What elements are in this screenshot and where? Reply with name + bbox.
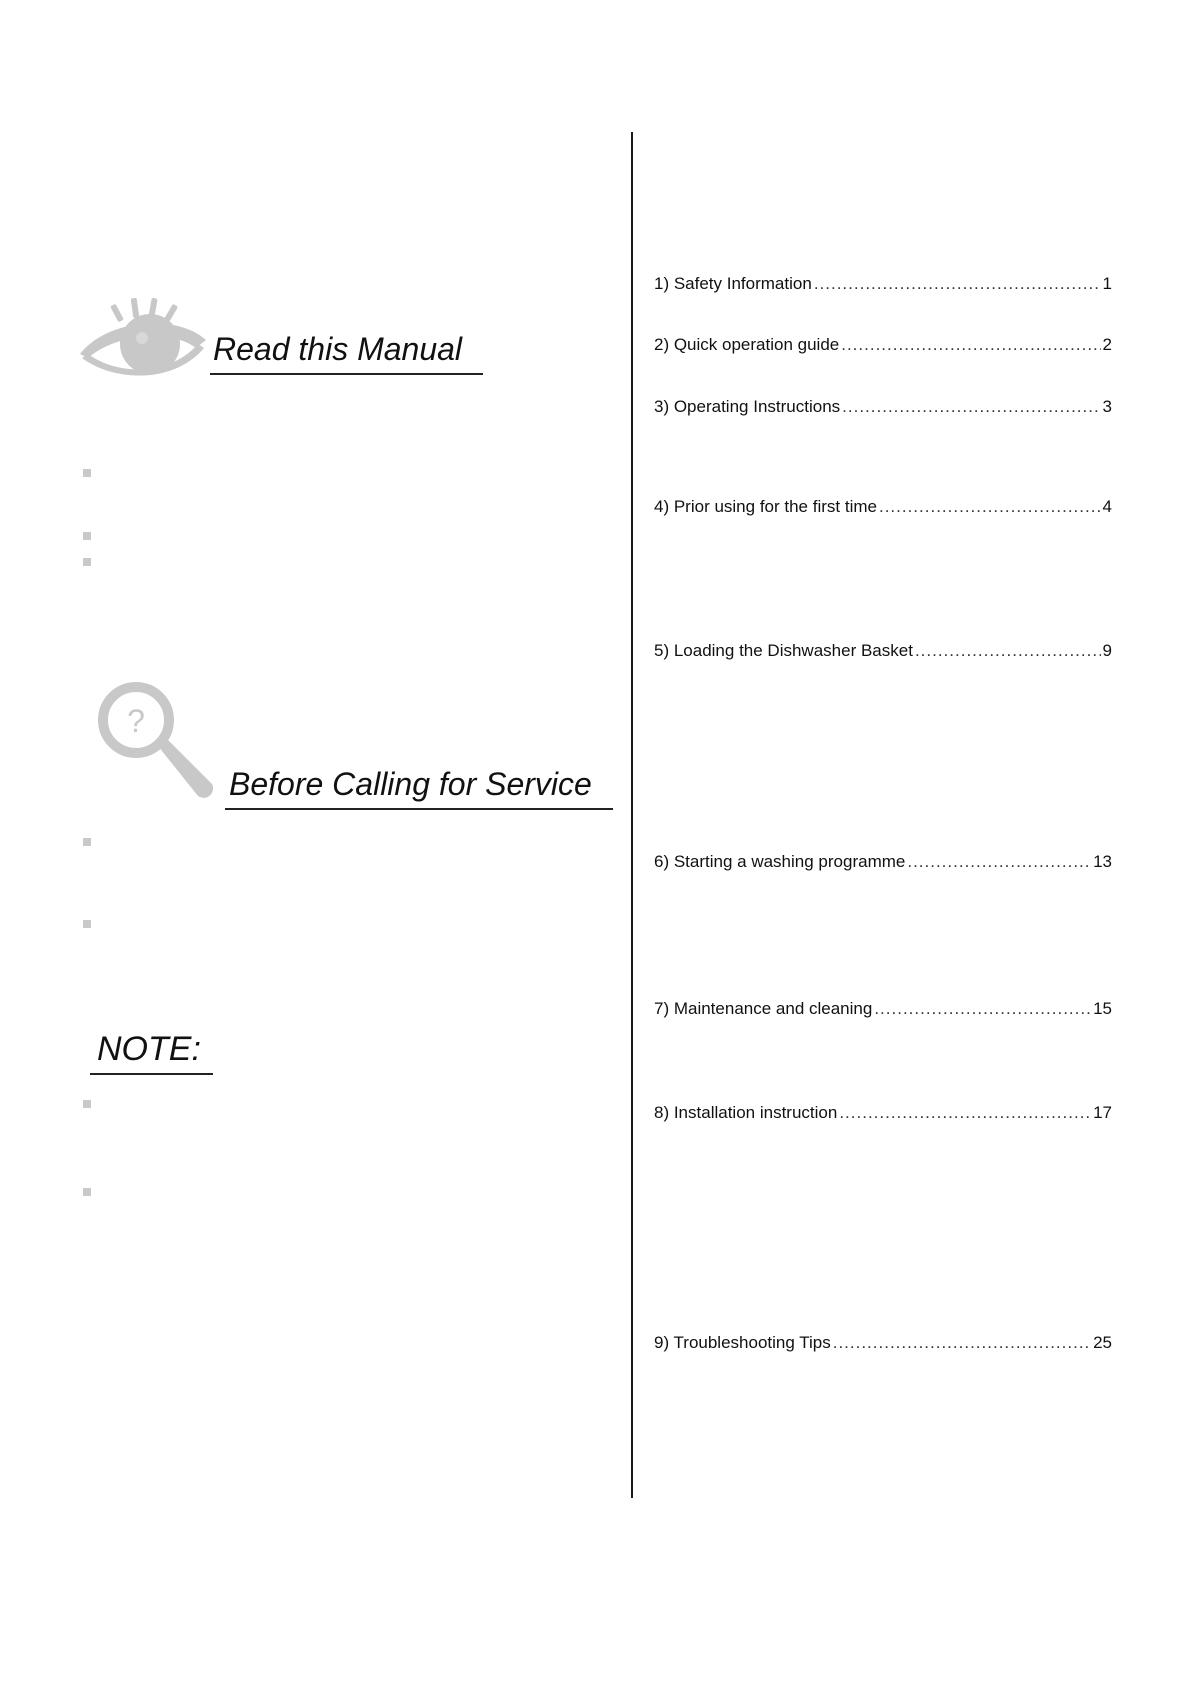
dot-leader: [874, 999, 1091, 1019]
note-underline: [90, 1073, 213, 1075]
toc-item-safety-information[interactable]: 1) Safety Information ..... 1: [654, 274, 1112, 294]
dot-leader: [842, 397, 1100, 417]
bullet: [83, 920, 91, 928]
dot-leader: [915, 641, 1101, 661]
toc-item-installation[interactable]: 8) Installation instruction ..... 17: [654, 1103, 1112, 1123]
toc-item-troubleshooting[interactable]: 9) Troubleshooting Tips ..... 25: [654, 1333, 1112, 1353]
dot-leader: [907, 852, 1091, 872]
dot-leader: [841, 335, 1100, 355]
bullet: [83, 1188, 91, 1196]
toc-item-maintenance[interactable]: 7) Maintenance and cleaning ..... 15: [654, 999, 1112, 1019]
dot-leader: [839, 1103, 1091, 1123]
toc-item-operating-instructions[interactable]: 3) Operating Instructions ..... 3: [654, 397, 1112, 417]
magnifier-question-icon: [98, 680, 216, 804]
read-manual-title: Read this Manual: [213, 331, 463, 367]
dot-leader: [814, 274, 1101, 294]
read-manual-underline: [210, 373, 483, 375]
bullet: [83, 838, 91, 846]
before-service-title: Before Calling for Service: [229, 766, 592, 802]
eye-icon: [78, 296, 210, 378]
bullet: [83, 532, 91, 540]
dot-leader: [833, 1333, 1091, 1353]
toc-item-prior-using[interactable]: 4) Prior using for the first time ..... 4: [654, 497, 1112, 517]
bullet: [83, 469, 91, 477]
bullet: [83, 1100, 91, 1108]
before-service-underline: [225, 808, 613, 810]
svg-text:?: ?: [127, 703, 145, 739]
toc-item-loading-basket[interactable]: 5) Loading the Dishwasher Basket ..... 9: [654, 641, 1112, 661]
note-title: NOTE:: [97, 1030, 201, 1068]
toc-item-quick-operation-guide[interactable]: 2) Quick operation guide ..... 2: [654, 335, 1112, 355]
column-divider: [631, 132, 633, 1498]
bullet: [83, 558, 91, 566]
toc-item-starting-programme[interactable]: 6) Starting a washing programme ..... 13: [654, 852, 1112, 872]
dot-leader: [879, 497, 1101, 517]
